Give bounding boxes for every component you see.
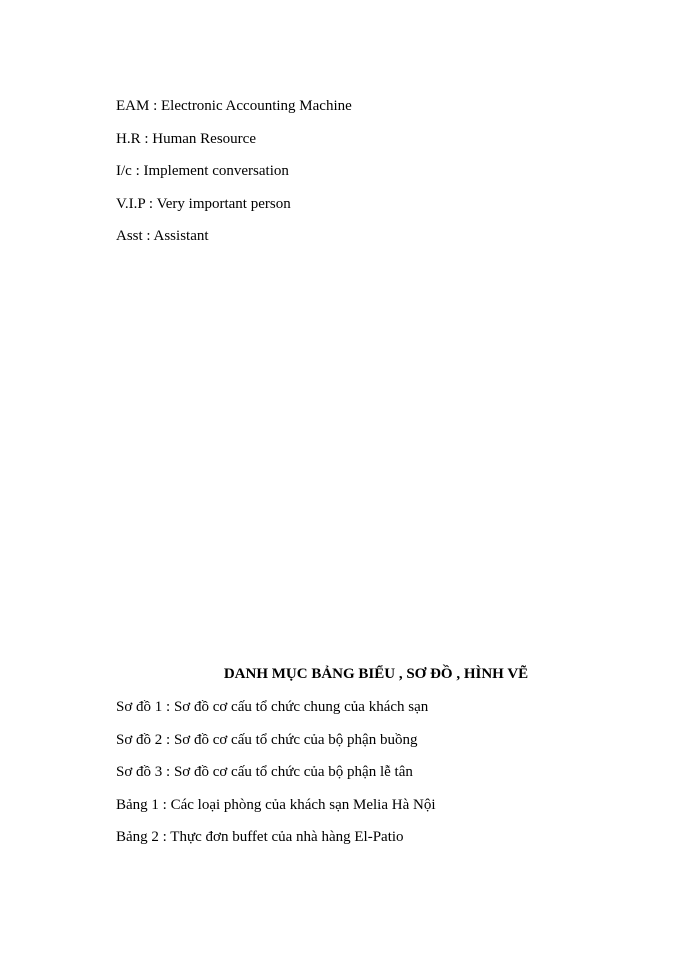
abbreviation-item-hr: H.R : Human Resource (116, 130, 256, 147)
figure-item-diagram-3: Sơ đồ 3 : Sơ đồ cơ cấu tổ chức của bộ phận lễ tân (116, 764, 413, 780)
abbreviation-item-asst: Asst : Assistant (116, 228, 209, 244)
figures-section-title: DANH MỤC BẢNG BIỂU , SƠ ĐỒ , HÌNH VẼ (223, 666, 529, 682)
abbreviation-list (116, 96, 636, 259)
figure-item-diagram-1: Sơ đồ 1 : Sơ đồ cơ cấu tổ chức chung của khách sạn (116, 699, 429, 715)
abbreviation-item-vip: V.I.P : Very important person (116, 195, 291, 212)
figure-item-table-1: Bảng 1 : Các loại phòng của khách sạn Melia Hà Nội (116, 796, 436, 813)
abbreviation-item-eam: EAM : Electronic Accounting Machine (116, 98, 352, 114)
abbreviation-item-ic: I/c : Implement conversation (116, 163, 289, 179)
figure-item-table-2: Bảng 2 : Thực đơn buffet của nhà hàng El-Patio (116, 829, 404, 845)
figure-item-diagram-2: Sơ đồ 2 : Sơ đồ cơ cấu tổ chức của bộ phận buồng (116, 731, 418, 748)
figures-list (116, 697, 636, 860)
